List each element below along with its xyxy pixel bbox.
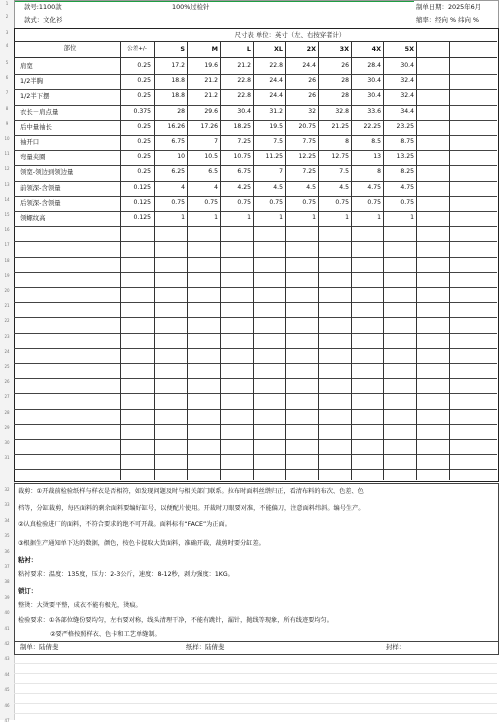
size-value[interactable]: 7.25 xyxy=(302,168,316,176)
seal-label: 封样： xyxy=(386,643,406,651)
tolerance-value: 0.25 xyxy=(137,122,151,130)
size-value[interactable]: 12.25 xyxy=(298,153,316,161)
size-value[interactable]: 0.75 xyxy=(400,198,414,206)
size-value[interactable]: 1 xyxy=(345,214,349,221)
grid-line xyxy=(187,41,188,480)
size-value[interactable]: 7.5 xyxy=(339,168,349,176)
iron-note: 整烫：大烫要平整，成衣不能有极光，烫痕。 xyxy=(18,602,142,609)
size-value[interactable]: 17.2 xyxy=(171,62,185,69)
size-header-2x: 2X xyxy=(306,45,316,53)
grid-line xyxy=(14,317,497,318)
size-value[interactable]: 30.4 xyxy=(237,107,251,115)
grid-line xyxy=(14,150,497,151)
check-note-1: 检验要求：①各部位缝份要均匀，左右要对称，线头清理干净，不能有跳针，漏针，抛线等现象，所有线迹要均匀。 xyxy=(18,617,333,624)
lining-requirements: 粘衬要求：温度：135度，压力：2-3公斤，速度：8-12秒，剥力强度：1KG。 xyxy=(18,571,234,578)
size-value[interactable]: 4.5 xyxy=(306,183,316,191)
size-value[interactable]: 4.75 xyxy=(367,183,381,191)
row-number: 38 xyxy=(4,579,10,585)
row-number: 25 xyxy=(4,364,10,369)
row-number: 36 xyxy=(4,548,10,554)
grid-line xyxy=(14,120,497,121)
size-value[interactable]: 18.25 xyxy=(233,122,251,130)
part-name: 1/2半胸 xyxy=(20,77,44,86)
row-number: 17 xyxy=(4,242,10,248)
part-name: 前领深-含领量 xyxy=(20,183,61,192)
size-value[interactable]: 19.6 xyxy=(204,62,218,69)
size-value[interactable]: 21.2 xyxy=(237,62,251,69)
row-number: 13 xyxy=(4,181,10,187)
row-number: 28 xyxy=(4,409,10,415)
row-number: 5 xyxy=(5,60,9,65)
size-value[interactable]: 6.75 xyxy=(237,168,251,176)
grid-line xyxy=(318,41,319,480)
grid-line xyxy=(449,41,450,480)
size-value[interactable]: 6.25 xyxy=(171,168,185,176)
size-value[interactable]: 0.75 xyxy=(171,198,185,206)
size-value[interactable]: 26 xyxy=(308,92,316,100)
size-value[interactable]: 13 xyxy=(373,153,381,161)
row-number: 41 xyxy=(4,625,10,631)
grid-line xyxy=(14,89,497,90)
size-value[interactable]: 17.26 xyxy=(200,122,218,130)
size-value[interactable]: 12.75 xyxy=(331,153,349,161)
size-value[interactable]: 0.75 xyxy=(335,198,349,206)
grid-line xyxy=(14,439,497,440)
size-value[interactable]: 4.25 xyxy=(237,183,251,191)
row-number: 4 xyxy=(5,43,9,48)
lock-title: 锁订： xyxy=(18,587,38,595)
row-number: 21 xyxy=(4,303,10,309)
row-number: 20 xyxy=(4,288,10,293)
tolerance-value: 0.25 xyxy=(137,168,151,176)
grid-line xyxy=(14,348,497,349)
size-value[interactable]: 4 xyxy=(181,183,185,191)
size-value[interactable]: 1 xyxy=(247,214,251,221)
size-value[interactable]: 18.8 xyxy=(171,92,185,100)
row-number: 15 xyxy=(4,212,10,217)
size-value[interactable]: 4 xyxy=(214,183,218,191)
grid-line xyxy=(120,41,121,480)
size-value[interactable]: 1 xyxy=(214,214,218,221)
size-value[interactable]: 7 xyxy=(214,138,218,145)
row-number: 3 xyxy=(5,30,9,35)
grid-line xyxy=(154,41,155,480)
grid-line xyxy=(14,673,497,674)
tolerance-value: 0.25 xyxy=(137,92,151,100)
size-value[interactable]: 26 xyxy=(308,77,316,85)
size-value[interactable]: 13.25 xyxy=(396,153,414,161)
lining-title: 粘衬： xyxy=(18,556,38,564)
size-value[interactable]: 19.5 xyxy=(269,122,283,130)
grid-line xyxy=(14,409,497,410)
part-name: 1/2半下摆 xyxy=(20,92,50,101)
size-value[interactable]: 30.4 xyxy=(400,62,414,69)
size-value[interactable]: 11.25 xyxy=(265,153,283,161)
row-number: 24 xyxy=(4,348,10,354)
size-header-4x: 4X xyxy=(371,45,381,53)
grid-line xyxy=(14,41,497,42)
grid-line xyxy=(14,181,497,182)
size-value[interactable]: 26 xyxy=(341,62,349,69)
grid-line xyxy=(14,74,497,75)
row-number: 2 xyxy=(5,14,9,19)
part-header: 部位 xyxy=(63,44,77,52)
size-value[interactable]: 4.75 xyxy=(400,183,414,191)
grid-line xyxy=(14,105,497,106)
grid-line xyxy=(14,57,497,58)
size-value[interactable]: 6.75 xyxy=(171,138,185,145)
grid-line xyxy=(14,272,497,273)
row-number: 40 xyxy=(4,610,10,616)
row-number: 16 xyxy=(4,227,10,233)
size-value[interactable]: 20.75 xyxy=(298,122,316,130)
size-value[interactable]: 30.4 xyxy=(367,92,381,100)
tolerance-value: 0.25 xyxy=(137,153,151,161)
grid-line xyxy=(14,693,497,694)
grid-line xyxy=(14,363,497,364)
row-number: 14 xyxy=(4,196,10,202)
row-number: 18 xyxy=(4,257,10,263)
size-value[interactable]: 32.4 xyxy=(400,92,414,100)
size-value[interactable]: 1 xyxy=(279,214,283,221)
size-value[interactable]: 7 xyxy=(279,168,283,176)
row-number: 10 xyxy=(4,136,10,141)
size-value[interactable]: 0.75 xyxy=(367,198,381,206)
size-value[interactable]: 24.4 xyxy=(302,62,316,69)
row-number: 46 xyxy=(4,702,10,708)
paper-label: 纸样：陆倩斐 xyxy=(186,643,225,651)
order-date: 制单日期：2025年6月 xyxy=(416,3,482,11)
size-value[interactable]: 0.75 xyxy=(302,198,316,206)
size-value[interactable]: 22.8 xyxy=(269,62,283,69)
row-number: 33 xyxy=(4,502,10,508)
tolerance-value: 0.25 xyxy=(137,77,151,85)
size-value[interactable]: 8.75 xyxy=(400,138,414,145)
grid-line xyxy=(14,196,497,197)
grid-line xyxy=(14,333,497,334)
grid-line xyxy=(14,424,497,425)
size-header-s: S xyxy=(180,45,185,53)
size-header-l: L xyxy=(246,45,251,53)
grid-line xyxy=(285,41,286,480)
size-value[interactable]: 30.4 xyxy=(367,77,381,85)
grid-line xyxy=(14,165,497,166)
grid-line xyxy=(14,683,497,684)
size-value[interactable]: 4.5 xyxy=(339,183,349,191)
row-number: 34 xyxy=(4,517,10,523)
size-value[interactable]: 31.2 xyxy=(269,107,283,115)
size-value[interactable]: 28 xyxy=(177,107,185,115)
grid-line xyxy=(14,703,497,704)
grid-line xyxy=(14,454,497,455)
shrink-rate: 缩率：经向 % 纬向 % xyxy=(416,16,479,24)
size-value[interactable]: 0.75 xyxy=(269,198,283,206)
cut-note-4: ③根据生产通知单下达的数据，颜色，按色卡提取大货面料，准确开裁，裁剪时要分缸差。 xyxy=(18,540,265,547)
row-number: 35 xyxy=(4,533,10,539)
grid-line xyxy=(14,302,497,303)
size-value[interactable]: 8 xyxy=(345,138,349,145)
size-header-5x: 5X xyxy=(404,45,414,53)
row-number: 6 xyxy=(5,75,9,81)
size-value[interactable]: 21.2 xyxy=(204,92,218,100)
cut-note-2: 档等，分缸裁剪，每匹面料的剩余面料要编好缸号，以便配片使用。开裁时刀眼要对准，不能偏刀，注意面料纬斜。编号生产。 xyxy=(18,505,365,512)
row-number: 27 xyxy=(4,394,10,400)
inspection-text: 100%过检针 xyxy=(172,3,210,11)
row-number: 39 xyxy=(4,594,10,600)
size-value[interactable]: 1 xyxy=(181,214,185,221)
size-value[interactable]: 8 xyxy=(377,168,381,176)
cut-note-1: 裁剪：①开裁前检验纸样与样衣是否相符，如发现问题及时与相关部门联系。拉布时面料丝绺归正，看清布料的布次、色差、色 xyxy=(18,488,364,495)
size-value[interactable]: 10.75 xyxy=(233,153,251,161)
size-value[interactable]: 18.8 xyxy=(171,77,185,85)
row-number: 22 xyxy=(4,318,10,324)
size-value[interactable]: 7.5 xyxy=(273,138,283,145)
size-value[interactable]: 7.25 xyxy=(237,138,251,145)
grid-line xyxy=(14,211,497,212)
signature-row xyxy=(14,641,499,655)
part-name: 后领深-含领量 xyxy=(20,198,61,207)
row-number: 9 xyxy=(5,120,9,126)
grid-line xyxy=(14,241,497,242)
size-value[interactable]: 16.26 xyxy=(167,122,185,130)
cut-note-3: ②认真检验进厂的面料，不符合要求的绝不可开裁。面料标有“FACE”为正面。 xyxy=(18,521,231,528)
part-name: 后中量袖长 xyxy=(20,122,52,131)
size-value[interactable]: 32.4 xyxy=(400,77,414,85)
part-name: 领宽-领边到领边量 xyxy=(20,168,74,177)
size-value[interactable]: 10 xyxy=(177,153,185,161)
size-value[interactable]: 21.2 xyxy=(204,77,218,85)
part-name: 衣长－肩点量 xyxy=(20,107,59,116)
grid-line xyxy=(14,663,497,664)
size-value[interactable]: 28.4 xyxy=(367,62,381,69)
part-name: 领螺纹高 xyxy=(20,214,46,222)
row-number: 30 xyxy=(4,440,10,445)
size-value[interactable]: 29.6 xyxy=(204,107,218,115)
grid-line xyxy=(253,41,254,480)
row-number: 37 xyxy=(4,564,10,569)
size-value[interactable]: 1 xyxy=(312,214,316,221)
row-number: 31 xyxy=(4,455,10,461)
tolerance-value: 0.25 xyxy=(137,138,151,145)
grid-line xyxy=(351,41,352,480)
size-header-3x: 3X xyxy=(339,45,349,53)
size-value[interactable]: 28 xyxy=(341,92,349,100)
row-number: 11 xyxy=(4,151,10,157)
grid-line xyxy=(14,378,497,379)
tolerance-header: 公差+/- xyxy=(127,46,147,52)
grid-line xyxy=(14,257,497,258)
part-name: 袖开口 xyxy=(20,138,40,146)
size-value[interactable]: 8.25 xyxy=(400,168,414,176)
size-value[interactable]: 24.4 xyxy=(269,77,283,85)
grid-line xyxy=(14,393,497,394)
size-header-m: M xyxy=(211,45,218,53)
row-number: 19 xyxy=(4,272,10,278)
row-number: 7 xyxy=(5,90,9,96)
row-number: 1 xyxy=(5,1,9,6)
size-value[interactable]: 1 xyxy=(410,214,414,221)
size-value[interactable]: 32.8 xyxy=(335,107,349,115)
size-value[interactable]: 22.8 xyxy=(237,92,251,100)
style-name: 款式：文化衫 xyxy=(24,16,63,24)
size-table-title: 尺寸表 单位：英寸（左、右按穿者计） xyxy=(234,31,346,39)
tolerance-value: 0.125 xyxy=(133,214,151,221)
size-value[interactable]: 32 xyxy=(308,107,316,115)
grid-line xyxy=(14,469,497,470)
size-value[interactable]: 23.25 xyxy=(396,122,414,130)
row-number: 45 xyxy=(4,687,10,693)
grid-line xyxy=(14,713,497,714)
size-value[interactable]: 24.4 xyxy=(269,92,283,100)
size-value[interactable]: 22.8 xyxy=(237,77,251,85)
row-number: 29 xyxy=(4,424,10,430)
row-number: 23 xyxy=(4,333,10,339)
size-value[interactable]: 0.75 xyxy=(204,198,218,206)
grid-line xyxy=(14,135,497,136)
size-value[interactable]: 33.6 xyxy=(367,107,381,115)
row-number: 26 xyxy=(4,379,10,385)
row-number: 47 xyxy=(4,718,10,723)
size-value[interactable]: 6.5 xyxy=(208,168,218,176)
row-number: 44 xyxy=(4,671,10,677)
tolerance-value: 0.125 xyxy=(133,183,151,191)
row-number-column xyxy=(0,0,15,723)
size-value[interactable]: 0.75 xyxy=(237,198,251,206)
tolerance-value: 0.125 xyxy=(133,198,151,206)
size-value[interactable]: 8.5 xyxy=(371,138,381,145)
size-value[interactable]: 10.5 xyxy=(204,153,218,161)
grid-line xyxy=(416,41,417,480)
grid-line xyxy=(220,41,221,480)
grid-line xyxy=(14,226,497,227)
style-number: 款号:1100款 xyxy=(24,3,62,11)
tolerance-value: 0.375 xyxy=(133,107,151,115)
check-note-2: ②要严格按照样衣、色卡和工艺单缝制。 xyxy=(50,631,161,638)
part-name: 弯量夹圈 xyxy=(20,153,46,162)
size-value[interactable]: 4.5 xyxy=(273,183,283,191)
size-header-xl: XL xyxy=(274,45,283,53)
size-value[interactable]: 7.75 xyxy=(302,138,316,145)
row-number: 43 xyxy=(4,656,10,662)
size-value[interactable]: 34.4 xyxy=(400,107,414,115)
row-number: 8 xyxy=(5,105,9,111)
part-name: 肩宽 xyxy=(20,62,33,70)
row-number: 12 xyxy=(4,166,10,172)
row-number: 42 xyxy=(4,641,10,646)
size-value[interactable]: 22.25 xyxy=(363,122,381,130)
size-value[interactable]: 1 xyxy=(377,214,381,221)
row-number: 32 xyxy=(4,487,10,492)
maker-label: 制单：陆倩斐 xyxy=(20,643,59,651)
tolerance-value: 0.25 xyxy=(137,62,151,69)
grid-line xyxy=(383,41,384,480)
size-value[interactable]: 28 xyxy=(341,77,349,85)
grid-line xyxy=(14,287,497,288)
size-value[interactable]: 21.25 xyxy=(331,122,349,130)
